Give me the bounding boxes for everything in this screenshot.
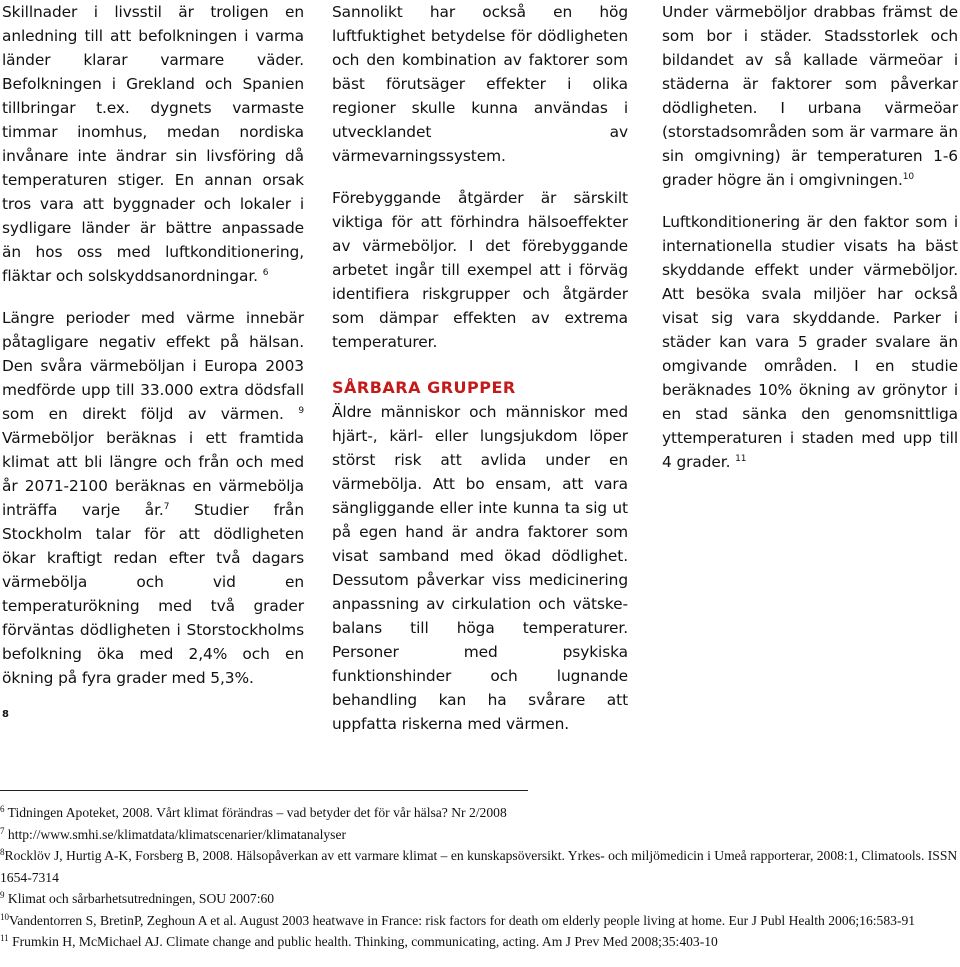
paragraph-text: Studier från Stockholm talar för att dödligheten ökar kraftigt redan efter två dagars värmebölja och vid en temperaturökning med två grader förväntas dödligheten i Storstockholms befolkning öka med 2,4% och en ökning på fyra grader med 5,3%. [2,501,305,687]
footnote-item [0,845,958,888]
paragraph-text: Luftkonditionering är den faktor som i internationella studier visats ha bäst skyddande effekt under värmeböljor. Att besöka svala miljöer har också visat sig vara skyddande. Parker i städer kan vara 5 grader svalare än omgivande områden. I en studie beräknades 10% ökning av grönytor i en stad sänka den genomsnittliga yttemperaturen i staden med upp till 4 grader. [662,213,958,471]
footnote-text: Klimat och sårbarhetsutredningen, SOU 2007:60 [7,891,275,906]
paragraph-text: Skillnader i livsstil är troligen en anledning till att befolkningen i varma länder klarar varmare väder. Befolkningen i Grekland och Spanien tillbringar t.ex. dygnets varmaste timmar inomhus, medan nordiska invånare inte ändrar sin livsföring då temperaturen stiger. En annan orsak tros vara att byggnader och lokaler i sydligare länder är bättre anpassade än hos oss med luftkonditionering, fläktar och solskyddsanordningar. [2,3,304,285]
paragraph-urban [662,0,958,192]
footnote-number: 11 [0,933,9,943]
footnote-number: 7 [0,825,5,836]
section-heading: SÅRBARA GRUPPER [332,378,516,397]
footnote-ref[interactable]: 11 [735,454,747,464]
paragraph-lifestyle [2,0,304,288]
footnote-text: Tidningen Apoteket, 2008. Vårt klimat förändras – vad betyder det för vår hälsa? Nr 2/2008 [7,805,507,820]
footnote-item [0,824,958,846]
paragraph-text: Värmeböljor beräknas i ett framtida klimat att bli längre och från och med år 2071-2100 beräknas en värmebölja inträffa varje år. [2,429,304,519]
footnote-ref-standalone[interactable]: 8 [2,709,9,720]
paragraph-air-conditioning [662,210,958,474]
footnote-text: Rocklöv J, Hurtig A-K, Forsberg B, 2008. Hälsopåverkan av ett varmare klimat – en kunskapsöversikt. Yrkes- och miljömedicin i Umeå rapporterar, 2008:1, Climatools. ISSN 1654-7314 [0,848,958,885]
paragraph-prevention: Förebyggande åtgärder är särskilt viktiga för att förhindra hälsoeffekter av värmeböljor. I det förebyggande arbetet ingår till exempel att i förväg identifiera riskgrupper och åtgärder som dämpar effekten av extrema temperaturer. [332,189,628,351]
footnote-item [0,888,958,910]
footnote-text: Frumkin H, McMichael AJ. Climate change and public health. Thinking, communicating, acting. Am J Prev Med 2008;35:403-10 [12,934,718,949]
footnote-number: 9 [0,890,5,900]
footnote-text: Vandentorren S, BretinP, Zeghoun A et al. August 2003 heatwave in France: risk factors for death om elderly people living at home. Eur J Publ Health 2006;16:583-91 [9,912,916,928]
footnote-number: 6 [0,804,5,814]
footnote-item [0,931,958,953]
footnote-link[interactable]: http://www.smhi.se/klimatdata/klimatscenarier/klimatanalyser [7,826,347,842]
paragraph-text: Under värmeböljor drabbas främst de som bor i städer. Stadsstorlek och bildandet av så kallade värmeöar i städerna är faktorer som påverkar dödligheten. I urbana värmeöar (storstadsområden som är varmare än sin omgivning) är temperaturen 1-6 grader högre än i omgivningen. [662,3,958,189]
footnote-divider [0,790,528,791]
column-middle [332,0,628,754]
footnote-item [0,802,958,824]
column-left [2,0,304,722]
footnote-ref[interactable]: 7 [163,502,170,512]
footnote-ref[interactable]: 10 [902,172,915,182]
column-right [662,0,958,492]
paragraph-text: Längre perioder med värme innebär påtagligare negativ effekt på hälsan. Den svåra värmeböljan i Europa 2003 medförde upp till 33.000 extra dödsfall som en direkt följd av värmen. [2,309,304,423]
footnote-number: 8 [0,847,5,857]
paragraph-vulnerable: Äldre människor och människor med hjärt-, kärl- eller lungsjukdom löper störst risk att avlida under en värmebölja. Att bo ensam, att vara sängliggande eller inte kunna ta sig ut på egen hand är andra faktorer som visat samband med ökad dödlighet. Dessutom påverkar viss medicinering anpassning av cirkulation och vätske- balans till höga temperaturer. Personer med psykiska funktionshinder och lugnande behandling kan ha svårare att uppfatta riskerna med värmen. [332,403,628,733]
footnotes [0,802,958,953]
paragraph-humidity: Sannolikt har också en hög luftfuktighet betydelse för dödligheten och den kombination av faktorer som bäst förutsäger effekter i olika regioner skulle kunna användas i utvecklandet av värmevarningssystem. [332,3,628,165]
footnote-number: 10 [0,911,9,922]
paragraph-heatwave-duration [2,306,304,690]
footnote-ref[interactable]: 9 [298,406,304,416]
footnote-item [0,910,958,932]
footnote-ref[interactable]: 6 [262,268,269,278]
